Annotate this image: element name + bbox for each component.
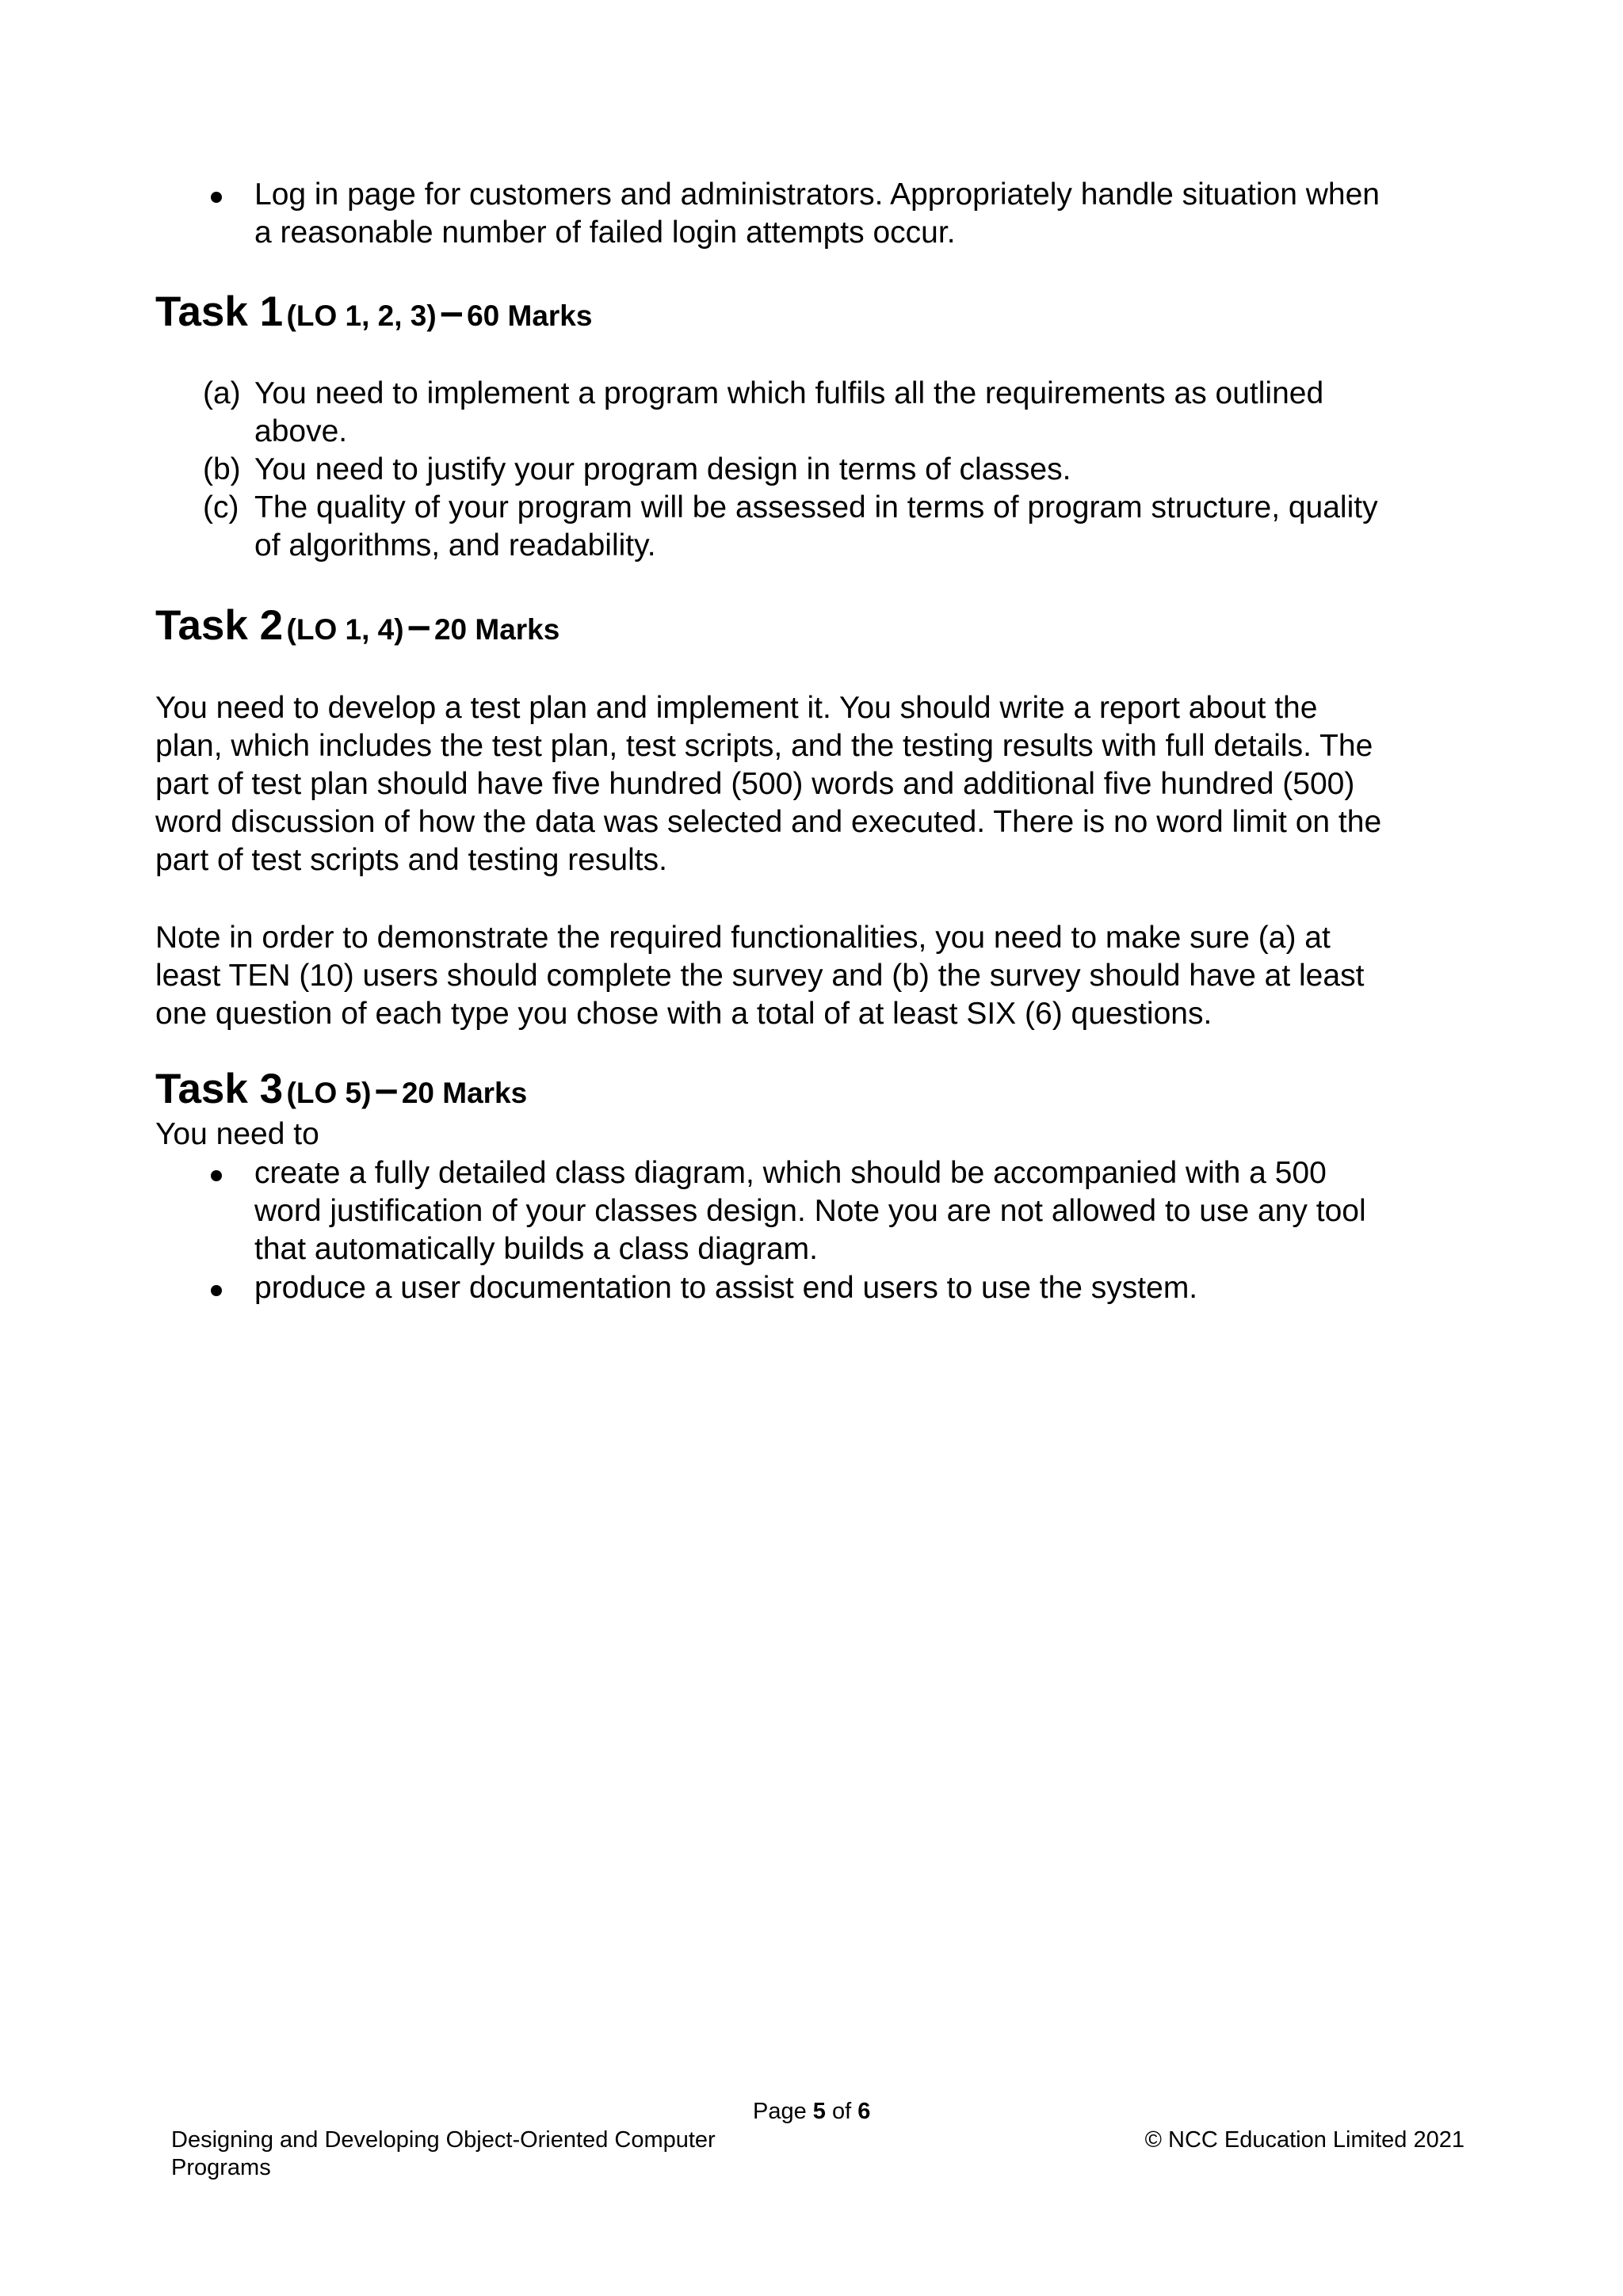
task3-marks: 20 Marks [401,1077,528,1109]
paragraph-line: word discussion of how the data was selected and executed. There is no word limit on the [155,805,1382,839]
task2-paragraph-2 [155,919,1503,1033]
paragraph-line: plan, which includes the test plan, test scripts, and the testing results with full details. The [155,729,1373,763]
task1-item-label: (a) [203,376,241,410]
task3-bullet-1 [254,1154,1522,1268]
page-of: of [825,2099,858,2124]
bullet-icon [211,1170,222,1181]
task2-heading [155,602,559,650]
course-title-line: Programs [171,2155,271,2180]
task1-item-label: (c) [203,490,239,524]
bullet-line: word justification of your classes design. Note you are not allowed to use any tool [254,1194,1366,1228]
top-bullet-text [254,176,1380,252]
task1-item-label: (b) [203,452,241,486]
top-bullet-line: a reasonable number of failed login attempts occur. [254,215,956,250]
bullet-line: that automatically builds a class diagram. [254,1232,819,1266]
bullet-icon [211,192,222,203]
task2-lo: (LO 1, 4) [286,613,404,646]
paragraph-line: part of test plan should have five hundred (500) words and additional five hundred (500) [155,767,1355,801]
paragraph-line: one question of each type you chose with a total of at least SIX (6) questions. [155,997,1212,1031]
task1-heading [155,288,592,336]
task3-dash: – [374,1066,399,1112]
task1-list [203,375,1471,565]
paragraph-line: Note in order to demonstrate the required functionalities, you need to make sure (a) at [155,921,1331,955]
page-number [753,2098,870,2126]
task3-bullet-2: produce a user documentation to assist end users to use the system. [254,1271,1198,1305]
paragraph-line: least TEN (10) users should complete the survey and (b) the survey should have at least [155,959,1365,993]
task3-lo: (LO 5) [286,1077,372,1109]
paragraph-line: part of test scripts and testing results. [155,843,667,877]
task1-dash: – [440,288,464,335]
bullet-line: create a fully detailed class diagram, which should be accompanied with a 500 [254,1156,1327,1190]
task2-title: Task 2 [155,602,284,649]
task1-item-line: You need to justify your program design in terms of classes. [254,452,1071,486]
task2-dash: – [407,602,431,649]
paragraph-line: You need to develop a test plan and implement it. You should write a report about the [155,691,1318,725]
task2-marks: 20 Marks [433,613,560,646]
page-prefix: Page [753,2099,813,2124]
top-bullet-line: Log in page for customers and administrators. Appropriately handle situation when [254,177,1380,212]
bullet-icon [211,1285,222,1296]
task1-item-b [203,451,1471,489]
course-title-line: Designing and Developing Object-Oriented Computer [171,2127,716,2153]
task1-title: Task 1 [155,288,284,335]
page-current: 5 [812,2099,826,2124]
task1-item-line: You need to implement a program which fulfils all the requirements as outlined [254,376,1324,410]
task1-item-line: of algorithms, and readability. [254,528,656,563]
task3-heading [155,1066,527,1113]
course-title [171,2126,716,2182]
task3-intro: You need to [155,1117,319,1151]
task1-item-line: above. [254,414,348,448]
task1-marks: 60 Marks [467,299,593,332]
task1-item-a [203,375,1471,451]
copyright: © NCC Education Limited 2021 [1144,2127,1465,2153]
task3-title: Task 3 [155,1066,284,1112]
task1-item-c [203,489,1471,565]
task1-lo: (LO 1, 2, 3) [286,299,437,332]
page-total: 6 [857,2099,871,2124]
task2-paragraph-1 [155,689,1503,879]
task1-item-line: The quality of your program will be assessed in terms of program structure, quality [254,490,1378,524]
